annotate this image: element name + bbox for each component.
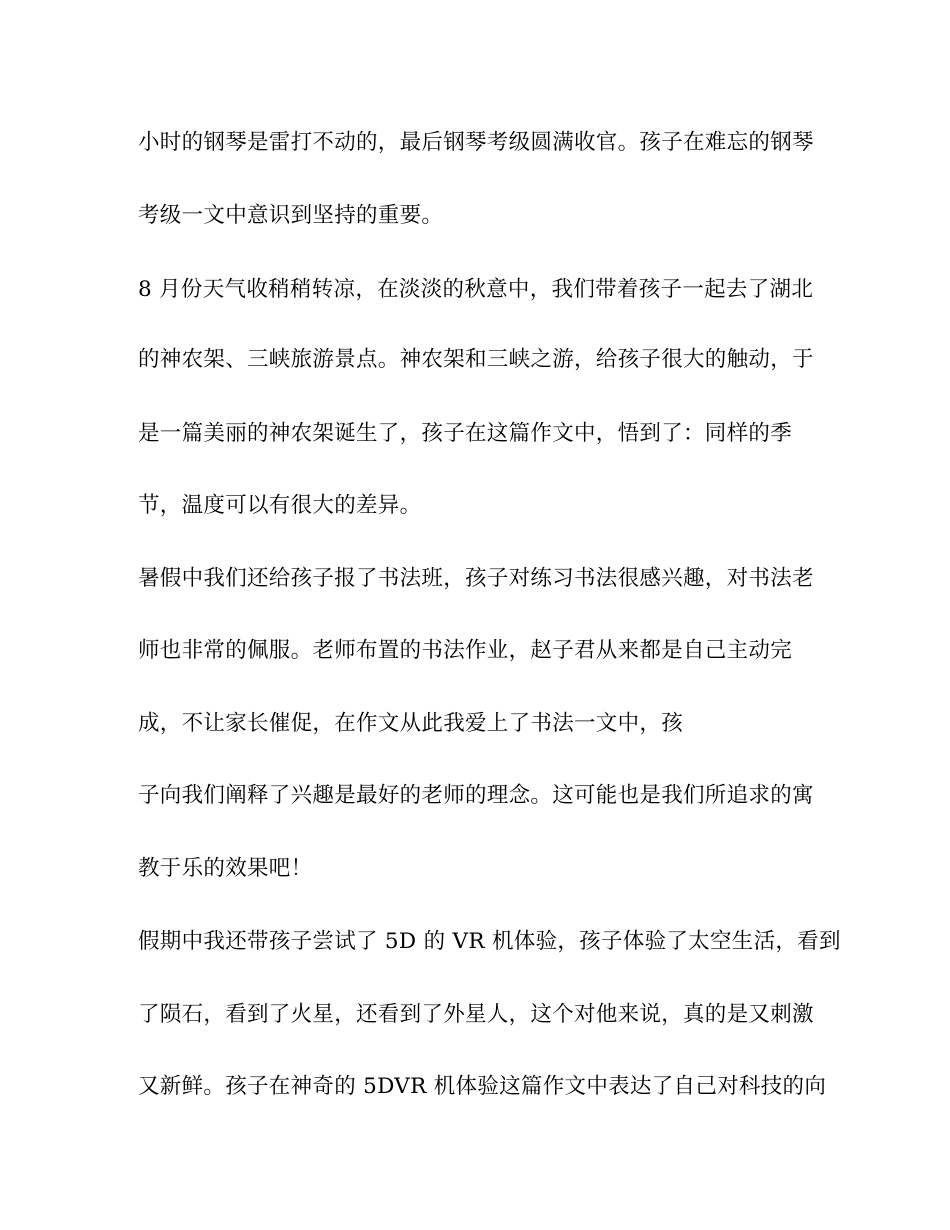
text-line: 教于乐的效果吧！ <box>138 856 313 881</box>
text-line: 考级一文中意识到坚持的重要。 <box>138 203 444 228</box>
text-line: 暑假中我们还给孩子报了书法班，孩子对练习书法很感兴趣，对书法老 <box>138 566 814 591</box>
text-line: 是一篇美丽的神农架诞生了，孩子在这篇作文中，悟到了：同样的季 <box>138 421 793 446</box>
text-line: 假期中我还带孩子尝试了 5D 的 VR 机体验，孩子体验了太空生活，看到 <box>138 929 841 954</box>
text-line: 师也非常的佩服。老师布置的书法作业，赵子君从来都是自己主动完 <box>138 638 793 663</box>
text-line: 了陨石，看到了火星，还看到了外星人，这个对他来说，真的是又刺激 <box>138 1002 814 1027</box>
text-line: 小时的钢琴是雷打不动的，最后钢琴考级圆满收官。孩子在难忘的钢琴 <box>138 130 814 155</box>
text-line: 子向我们阐释了兴趣是最好的老师的理念。这可能也是我们所追求的寓 <box>138 783 814 808</box>
text-line: 8 月份天气收稍稍转凉，在淡淡的秋意中，我们带着孩子一起去了湖北 <box>138 277 814 302</box>
text-line: 成，不让家长催促，在作文从此我爱上了书法一文中，孩 <box>138 711 684 736</box>
text-line: 节，温度可以有很大的差异。 <box>138 493 422 518</box>
text-line: 又新鲜。孩子在神奇的 5DVR 机体验这篇作文中表达了自己对科技的向 <box>138 1074 827 1099</box>
text-line: 的神农架、三峡旅游景点。神农架和三峡之游，给孩子很大的触动，于 <box>138 347 814 372</box>
